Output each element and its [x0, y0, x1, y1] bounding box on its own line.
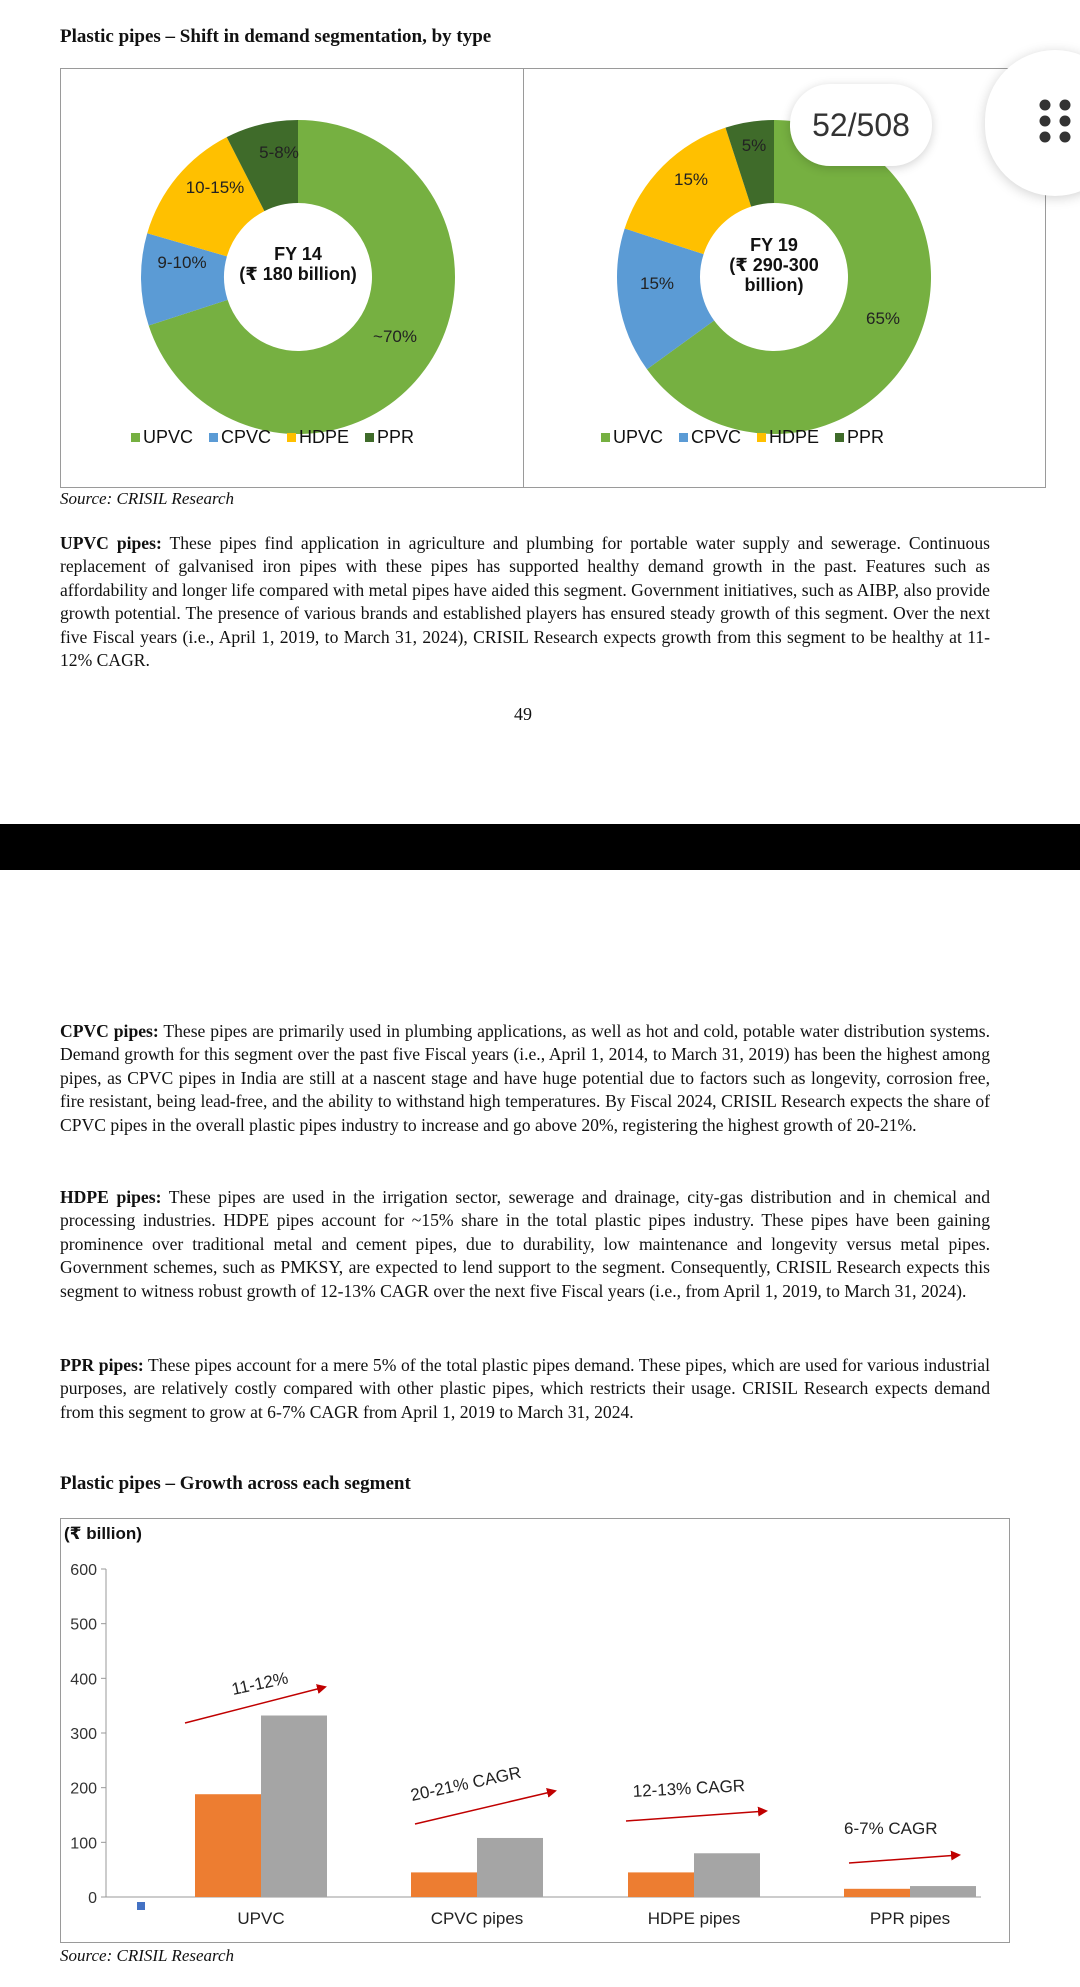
donut-fy14-center-text: (₹ 180 billion)	[239, 264, 357, 284]
page-counter[interactable]: 52/508	[790, 84, 932, 166]
paragraph-cpvc	[60, 1020, 990, 1137]
x-tick-label: PPR pipes	[869, 1909, 951, 1928]
donut-fy14-label-cpvc: 9-10%	[157, 253, 207, 272]
paragraph-cpvc-title: CPVC pipes:	[60, 1021, 159, 1041]
legend-item-hdpe: HDPE	[287, 427, 349, 448]
legend-marker	[137, 1902, 145, 1910]
growth-arrow	[849, 1855, 959, 1863]
growth-annotation: 6-7% CAGR	[844, 1819, 938, 1838]
bar-ppr-pipes-s2	[910, 1886, 976, 1897]
growth-annotation: 12-13% CAGR	[632, 1776, 746, 1801]
legend-item-ppr: PPR	[365, 427, 414, 448]
more-options-icon	[1039, 98, 1071, 148]
chart-title-growth: Plastic pipes – Growth across each segment	[60, 1473, 411, 1494]
donut-fy14-label-upvc: ~70%	[373, 327, 417, 346]
source-note-bottom: Source: CRISIL Research	[60, 1946, 235, 1965]
donut-fy14-label-hdpe: 10-15%	[185, 178, 245, 197]
y-tick-label: 300	[70, 1726, 97, 1743]
y-tick-label: 0	[88, 1890, 97, 1907]
x-tick-label: CPVC pipes	[430, 1909, 524, 1928]
y-tick-label: 100	[70, 1835, 97, 1853]
x-tick-label: HDPE pipes	[647, 1909, 741, 1928]
donut-fy14	[141, 120, 455, 434]
bar-upvc-s1	[195, 1794, 261, 1897]
donut-fy19	[617, 120, 931, 434]
bar-ppr-pipes-s1	[844, 1889, 910, 1897]
paragraph-upvc-title: UPVC pipes:	[60, 533, 162, 553]
bar-hdpe-pipes-s2	[694, 1853, 760, 1897]
source-note-top: Source: CRISIL Research	[60, 489, 235, 508]
paragraph-hdpe-title: HDPE pipes:	[60, 1187, 162, 1207]
y-tick-label: 400	[70, 1671, 97, 1689]
bar-chart-svg	[61, 1519, 1009, 1942]
paragraph-upvc	[60, 532, 990, 672]
donut-fy14-label-ppr: 5-8%	[259, 143, 299, 162]
paragraph-cpvc-text: These pipes are primarily used in plumbing applications, as well as hot and cold, potable water distribution systems. Demand growth for this segment over the past five Fiscal years (i.e., April 1, 2014, to March 31, 2019) has been the highest among pipes, as CPVC pipes in India are still at a nascent stage and have huge potential due to factors such as longevity, corrosion free, fire resistant, being lead-free, and the ability to withstand high temperatures. By Fiscal 2024, CRISIL Research expects the share of CPVC pipes in the overall plastic pipes industry to increase and go above 20%, registering the highest growth of 20-21%.	[60, 1021, 990, 1135]
legend-item-upvc: UPVC	[601, 427, 663, 448]
growth-annotation: 20-21% CAGR	[408, 1762, 523, 1805]
paragraph-hdpe	[60, 1186, 990, 1303]
donut-fy19-label-cpvc: 15%	[639, 274, 675, 293]
paragraph-ppr-text: These pipes account for a mere 5% of the total plastic pipes demand. These pipes, which are used for various industrial purposes, are relatively costly compared with other plastic pipes, which restricts their usage. CRISIL Research expects demand from this segment to grow at 6-7% CAGR from April 1, 2019 to March 31, 2024.	[60, 1355, 990, 1422]
bar-chart	[64, 1524, 981, 1928]
y-tick-label: 600	[70, 1562, 97, 1579]
donut-fy19-center-text: FY 19	[750, 235, 798, 255]
legend-left	[131, 427, 414, 448]
bar-chart-ylabel: (₹ billion)	[64, 1524, 142, 1543]
paragraph-ppr-title: PPR pipes:	[60, 1355, 144, 1375]
bar-chart-panel	[60, 1518, 1010, 1943]
y-tick-label: 500	[70, 1616, 97, 1634]
legend-item-cpvc: CPVC	[679, 427, 741, 448]
legend-item-ppr: PPR	[835, 427, 884, 448]
paragraph-hdpe-text: These pipes are used in the irrigation sector, sewerage and drainage, city-gas distribution and in chemical and processing industries. HDPE pipes account for ~15% share in the total plastic pipes industry. These pipes have been gaining prominence over traditional metal and cement pipes, due to durability, low maintenance and longevity versus metal pipes. Government schemes, such as PMKSY, are expected to lend support to the segment. Consequently, CRISIL Research expects this segment to witness robust growth of 12-13% CAGR over the next five Fiscal years (i.e., from April 1, 2019, to March 31, 2024).	[60, 1187, 990, 1301]
growth-arrow	[626, 1811, 766, 1821]
donut-fy19-label-ppr: 5%	[741, 136, 767, 155]
donut-fy19-center-text: (₹ 290-300	[729, 255, 819, 275]
y-tick-label: 200	[70, 1780, 97, 1798]
growth-annotation: 11-12%	[229, 1668, 290, 1699]
legend-item-cpvc: CPVC	[209, 427, 271, 448]
bar-cpvc-pipes-s2	[477, 1838, 543, 1897]
legend-right	[601, 427, 884, 448]
donut-fy14-center-text: FY 14	[274, 244, 322, 264]
donut-fy19-label-hdpe: 15%	[673, 170, 709, 189]
page-separator	[0, 824, 1080, 870]
bar-upvc-s2	[261, 1716, 327, 1897]
bar-cpvc-pipes-s1	[411, 1872, 477, 1897]
donut-fy19-center-text: billion)	[744, 275, 804, 295]
page-number: 49	[514, 704, 532, 724]
chart-title-segmentation: Plastic pipes – Shift in demand segmentation, by type	[60, 26, 492, 47]
paragraph-ppr	[60, 1354, 990, 1424]
legend-item-upvc: UPVC	[131, 427, 193, 448]
x-tick-label: UPVC	[237, 1909, 285, 1928]
donut-fy19-label-upvc: 65%	[865, 309, 901, 328]
bar-hdpe-pipes-s1	[628, 1872, 694, 1897]
paragraph-upvc-text: These pipes find application in agriculture and plumbing for portable water supply and sewerage. Continuous replacement of galvanised iron pipes with these pipes has supported healthy demand growth in the past. Features such as affordability and longer life compared with metal pipes have aided this segment. Government initiatives, such as AIBP, also provide growth potential. The presence of various brands and established players has ensured steady growth of this segment. Over the next five Fiscal years (i.e., April 1, 2019, to March 31, 2024), CRISIL Research expects growth from this segment to be healthy at 11-12% CAGR.	[60, 533, 990, 671]
legend-item-hdpe: HDPE	[757, 427, 819, 448]
